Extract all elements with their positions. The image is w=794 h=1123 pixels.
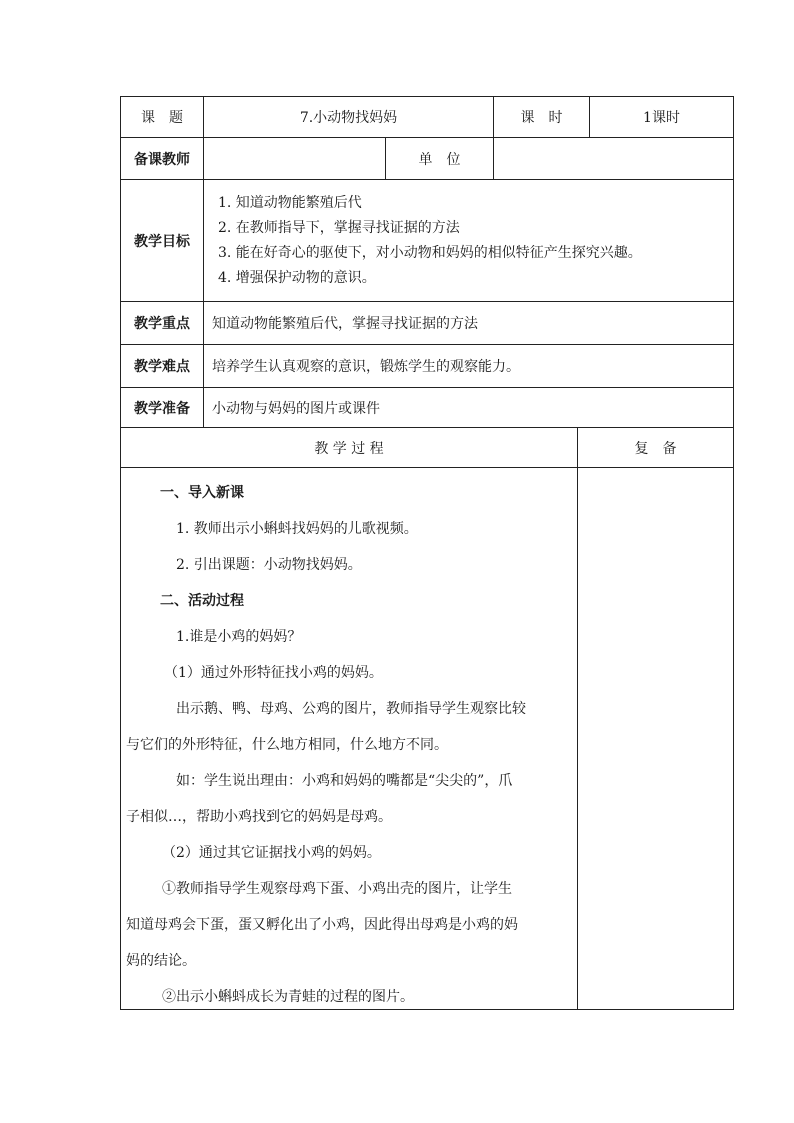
key-label: 教学重点: [120, 302, 204, 345]
process-line: 1. 教师出示小蝌蚪找妈妈的儿歌视频。: [176, 521, 418, 537]
process-line: 知道母鸡会下蛋，蛋又孵化出了小鸡，因此得出母鸡是小鸡的妈: [126, 917, 518, 933]
hours-label: 课 时: [494, 96, 590, 138]
process-line: 子相似…，帮助小鸡找到它的妈妈是母鸡。: [126, 809, 392, 825]
goal-item: 4. 增强保护动物的意识。: [218, 269, 376, 286]
difficulty-label: 教学难点: [120, 345, 204, 388]
process-line: 与它们的外形特征，什么地方相同，什么地方不同。: [126, 737, 448, 753]
goal-item: 3. 能在好奇心的驱使下，对小动物和妈妈的相似特征产生探究兴趣。: [218, 244, 642, 261]
process-line: ①教师指导学生观察母鸡下蛋、小鸡出壳的图片，让学生: [162, 881, 512, 897]
review-header: 复 备: [578, 428, 734, 468]
section-heading: 二、活动过程: [160, 593, 244, 609]
prep-label: 教学准备: [120, 388, 204, 428]
process-line: ②出示小蝌蚪成长为青蛙的过程的图片。: [162, 989, 414, 1005]
prep-value: 小动物与妈妈的图片或课件: [204, 388, 734, 428]
hours-value: 1课时: [590, 96, 734, 138]
goals-label: 教学目标: [120, 180, 204, 302]
difficulty-value: 培养学生认真观察的意识，锻炼学生的观察能力。: [204, 345, 734, 388]
process-line: （1）通过外形特征找小鸡的妈妈。: [164, 665, 383, 681]
review-body: [578, 468, 734, 1010]
unit-label: 单 位: [386, 138, 494, 180]
goal-item: 2. 在教师指导下，掌握寻找证据的方法: [218, 219, 460, 236]
process-line: 妈的结论。: [126, 953, 196, 969]
section-heading: 一、导入新课: [160, 485, 244, 501]
process-line: 如：学生说出理由：小鸡和妈妈的嘴都是“尖尖的”，爪: [176, 773, 513, 789]
goals-list: [204, 180, 734, 302]
teacher-value: [204, 138, 386, 180]
topic-label: 课 题: [120, 96, 204, 138]
key-value: 知道动物能繁殖后代，掌握寻找证据的方法: [204, 302, 734, 345]
process-line: （2）通过其它证据找小鸡的妈妈。: [162, 845, 381, 861]
process-line: 出示鹅、鸭、母鸡、公鸡的图片，教师指导学生观察比较: [176, 701, 526, 717]
process-line: 2. 引出课题：小动物找妈妈。: [176, 557, 362, 573]
goal-item: 1. 知道动物能繁殖后代: [218, 194, 362, 211]
unit-value: [494, 138, 734, 180]
topic-value: 7.小动物找妈妈: [204, 96, 494, 138]
process-header: 教 学 过 程: [120, 428, 578, 468]
teacher-label: 备课教师: [120, 138, 204, 180]
process-line: 1.谁是小鸡的妈妈？: [176, 629, 302, 645]
